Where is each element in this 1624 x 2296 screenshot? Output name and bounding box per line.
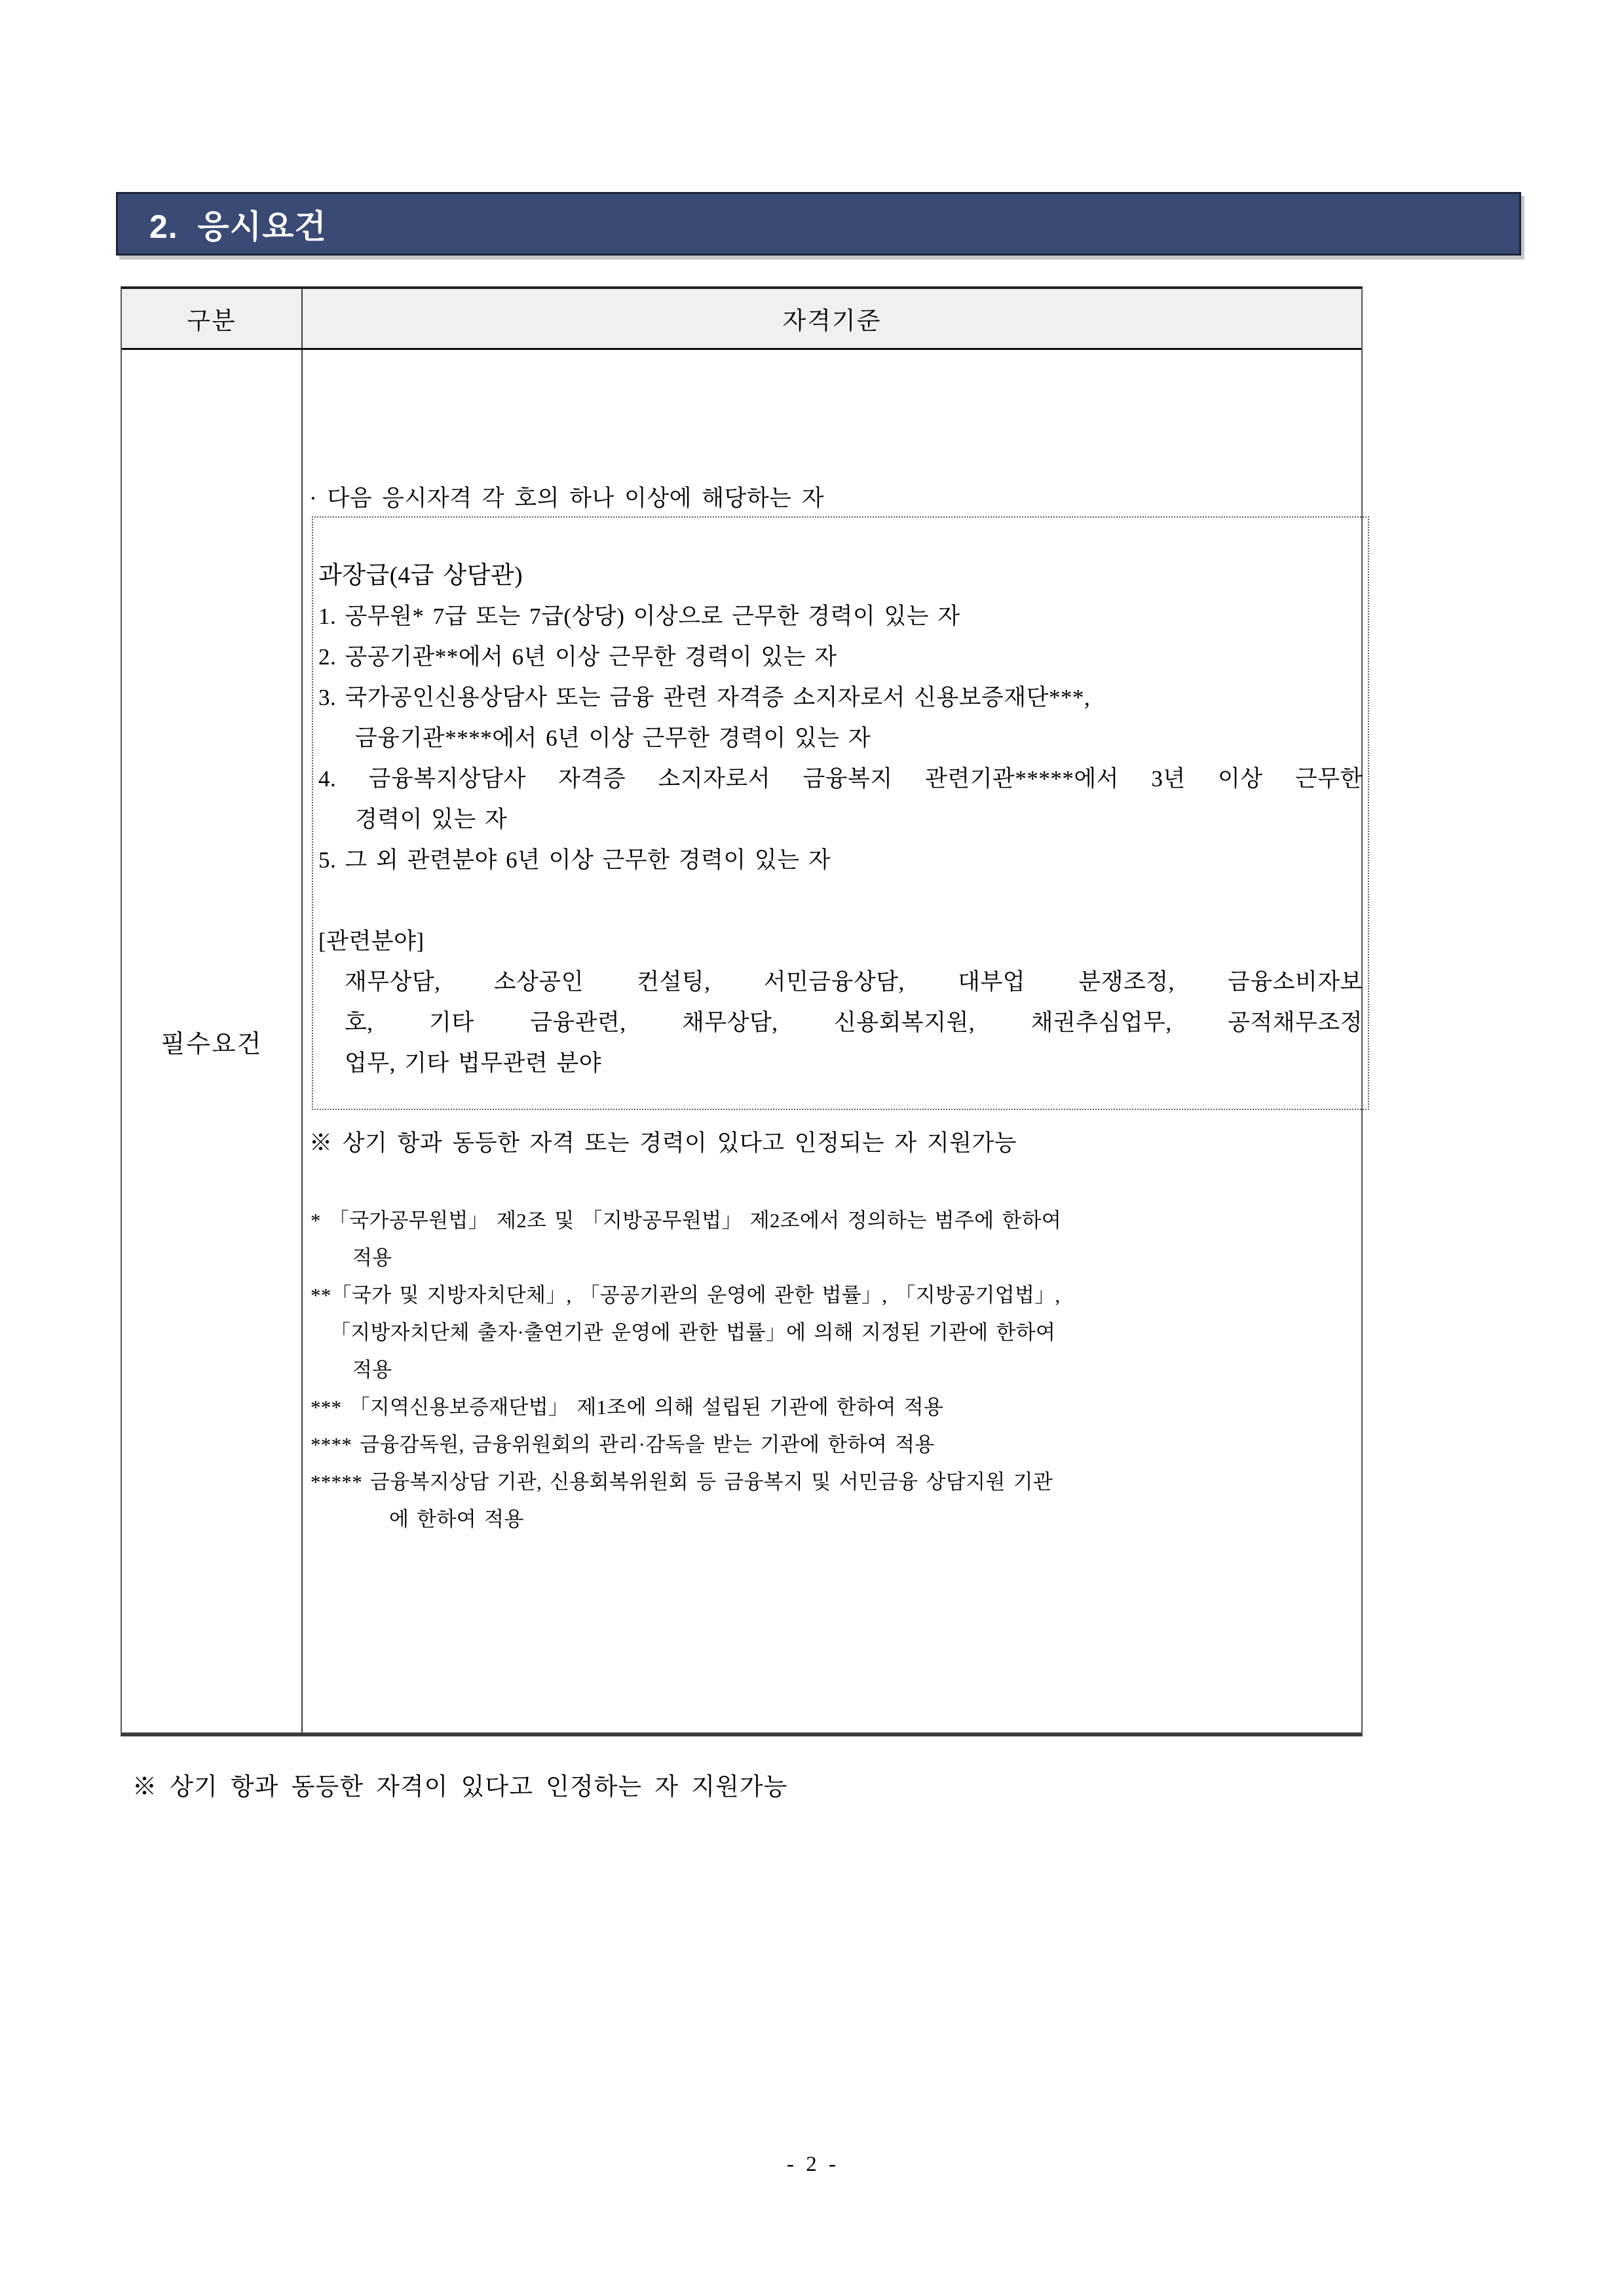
- related-fields-label: [관련분야]: [318, 928, 425, 954]
- related-fields-line-1: 재무상담, 소상공인 컨설팅, 서민금융상담, 대부업 분쟁조정, 금융소비자보: [345, 969, 1363, 995]
- criteria-cell: [303, 350, 1361, 1732]
- table-header-row: [122, 289, 1361, 350]
- qualification-box: [312, 516, 1369, 1110]
- qualification-box-title: 과장급(4급 상담관): [318, 562, 523, 589]
- footnote-4: **** 금융감독원, 금융위원회의 관리·감독을 받는 기관에 한하여 적용: [311, 1433, 935, 1456]
- criteria-intro: · 다음 응시자격 각 호의 하나 이상에 해당하는 자: [309, 486, 825, 511]
- table-body-row: [122, 350, 1361, 1732]
- qualification-item-2: 2. 공공기관**에서 6년 이상 근무한 경력이 있는 자: [318, 644, 837, 670]
- footnote-2-cont: 「지방자치단체 출자·출연기관 운영에 관한 법률」에 의해 지정된 기관에 한하여: [330, 1321, 1056, 1344]
- row-label-cell: 필수요건: [122, 350, 303, 1732]
- footnote-5: ***** 금융복지상담 기관, 신용회복위원회 등 금융복지 및 서민금융 상담지원 기관: [311, 1470, 1053, 1493]
- requirements-table: [121, 286, 1363, 1736]
- related-fields-line-2: 호, 기타 금융관련, 채무상담, 신용회복지원, 채권추심업무, 공적채무조정: [345, 1010, 1363, 1035]
- qualification-item-5: 5. 그 외 관련분야 6년 이상 근무한 경력이 있는 자: [318, 847, 831, 873]
- qualification-item-3: 3. 국가공인신용상담사 또는 금융 관련 자격증 소지자로서 신용보증재단***,: [318, 685, 1091, 710]
- equivalency-note: ※ 상기 항과 동등한 자격 또는 경력이 있다고 인정되는 자 지원가능: [309, 1130, 1017, 1156]
- blank-line: [318, 881, 1363, 921]
- related-fields-line-3: 업무, 기타 법무관련 분야: [345, 1050, 602, 1076]
- section-header-bar: [116, 192, 1521, 256]
- column-header-category: 구분: [122, 289, 303, 348]
- qualification-item-4-cont: 경력이 있는 자: [355, 807, 508, 832]
- footnote-5-cont: 에 한하여 적용: [389, 1508, 524, 1531]
- qualification-item-3-cont: 금융기관****에서 6년 이상 근무한 경력이 있는 자: [355, 725, 871, 751]
- footnote-1: * 「국가공무원법」 제2조 및 「지방공무원법」 제2조에서 정의하는 범주에 한하여: [311, 1209, 1062, 1232]
- footnote-2-cont-2: 적용: [352, 1358, 392, 1381]
- footnote-3: *** 「지역신용보증재단법」 제1조에 의해 설립된 기관에 한하여 적용: [311, 1396, 944, 1419]
- qualification-item-4: 4. 금융복지상담사 자격증 소지자로서 금융복지 관련기관*****에서 3년 이상 근무한: [318, 766, 1363, 792]
- page-number: - 2 -: [787, 2152, 837, 2176]
- column-header-criteria: 자격기준: [782, 308, 882, 335]
- section-title: 2. 응시요건: [149, 208, 327, 245]
- bottom-equivalency-note: ※ 상기 항과 동등한 자격이 있다고 인정하는 자 지원가능: [132, 1774, 788, 1801]
- qualification-item-1: 1. 공무원* 7급 또는 7급(상당) 이상으로 근무한 경력이 있는 자: [318, 603, 960, 629]
- footnotes: [311, 1202, 1359, 1538]
- footnote-2: **「국가 및 지방자치단체」, 「공공기관의 운영에 관한 법률」, 「지방공기업법」,: [311, 1284, 1061, 1307]
- footnote-1-cont: 적용: [352, 1246, 392, 1269]
